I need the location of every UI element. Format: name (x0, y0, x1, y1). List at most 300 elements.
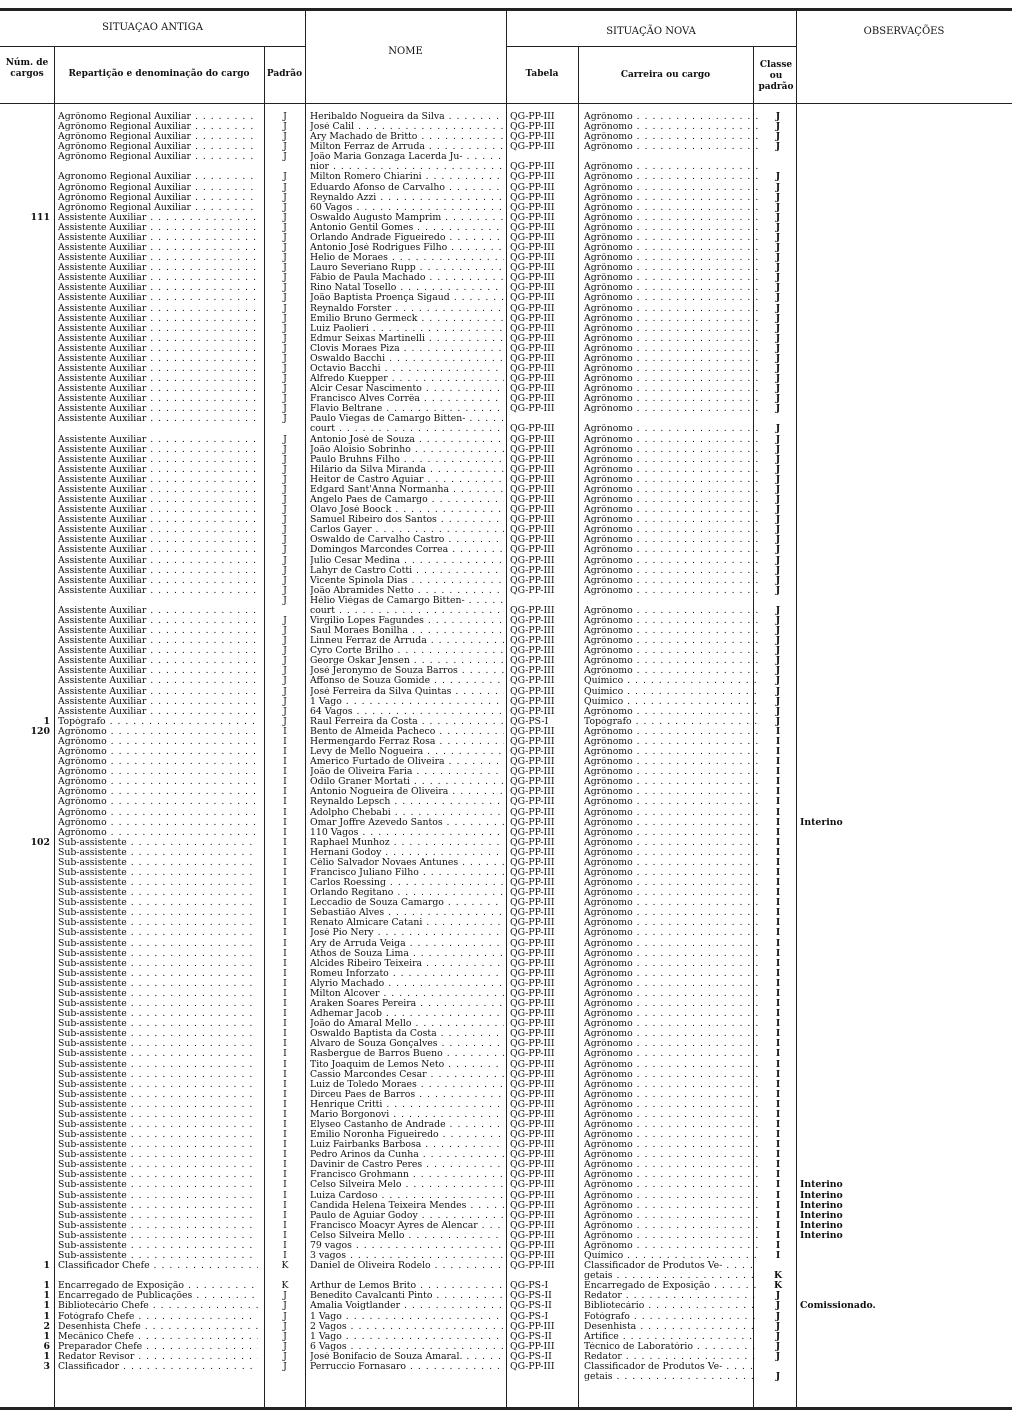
row-cargo: Assistente Auxiliar . . . (58, 676, 258, 686)
row-classe: J (775, 192, 781, 203)
row-nome: Heribaldo Nogueira da Silva . . . (310, 112, 504, 122)
row-cargo: Assistente Auxiliar . . . (58, 666, 258, 676)
row-padrao: I (283, 1150, 287, 1161)
row-carreira: Classificador de Produtos Ve- . . . (584, 1261, 758, 1271)
row-nome: Odilo Graner Mortati . . . (310, 777, 504, 787)
row-padrao: J (283, 353, 287, 364)
row-cargo: Sub-assistente . . . (58, 1049, 258, 1059)
row-tabela: QG-PP-III (510, 847, 555, 858)
row-nome: Milton Ferraz de Arruda . . . (310, 142, 504, 152)
row-padrao: J (283, 152, 287, 163)
row-nome: Adhemar Jacob . . . (310, 1009, 504, 1019)
row-classe: J (775, 374, 781, 385)
row-classe: I (775, 827, 781, 838)
row-tabela: QG-PP-III (510, 1130, 555, 1141)
row-padrao: J (283, 686, 287, 697)
row-tabela: QG-PP-III (510, 122, 555, 133)
table-row (0, 525, 1012, 535)
row-padrao: J (283, 333, 287, 344)
row-padrao: J (283, 1341, 287, 1352)
row-carreira: Agrônomo . . . (584, 908, 758, 918)
row-nome: Oswaldo Bacchi . . . (310, 354, 504, 364)
row-carreira: Desenhista . . . (584, 1322, 758, 1332)
row-classe: J (775, 333, 781, 344)
row-nome: Dirceu Paes de Barros . . . (310, 1090, 504, 1100)
row-nome: Orlando Regitano . . . (310, 888, 504, 898)
row-num-cargos: 1 (43, 716, 50, 727)
row-cargo: Assistente Auxiliar . . . (58, 566, 258, 576)
row-carreira: Agrônomo . . . (584, 787, 758, 797)
row-cargo: Agrônomo . . . (58, 787, 258, 797)
table-row (0, 1090, 1012, 1100)
row-tabela: QG-PP-III (510, 1190, 555, 1201)
row-cargo: Assistente Auxiliar . . . (58, 404, 258, 414)
row-cargo: Sub-assistente . . . (58, 1070, 258, 1080)
row-nome: João de Oliveira Faria . . . (310, 767, 504, 777)
row-nome: Francisco Moacyr Ayres de Alencar . . . (310, 1221, 504, 1231)
row-nome: Saul Moraes Bonilha . . . (310, 626, 504, 636)
row-cargo: Sub-assistente . . . (58, 1160, 258, 1170)
table-row (0, 858, 1012, 868)
row-tabela: QG-PP-III (510, 1210, 555, 1221)
table-row (0, 908, 1012, 918)
row-carreira: Agrônomo . . . (584, 223, 758, 233)
row-classe: I (775, 958, 781, 969)
table-row (0, 1201, 1012, 1211)
row-cargo: Assistente Auxiliar . . . (58, 293, 258, 303)
row-padrao: I (283, 928, 287, 939)
row-carreira: Agrônomo . . . (584, 838, 758, 848)
table-row (0, 1110, 1012, 1120)
row-padrao: I (283, 1069, 287, 1080)
row-num-cargos: 102 (30, 837, 50, 848)
row-nome: 1 Vago . . . (310, 697, 504, 707)
row-tabela: QG-PP-III (510, 575, 555, 586)
table-row (0, 848, 1012, 858)
row-classe: I (775, 847, 781, 858)
row-carreira: Agrônomo . . . (584, 1070, 758, 1080)
row-carreira: Agrônomo . . . (584, 1009, 758, 1019)
row-nome: João Aloisio Sobrinho . . . (310, 445, 504, 455)
row-classe: J (775, 243, 781, 254)
table-row (0, 293, 1012, 303)
row-cargo: Assistente Auxiliar . . . (58, 394, 258, 404)
row-carreira: Agrônomo . . . (584, 1231, 758, 1241)
table-row (0, 314, 1012, 324)
row-cargo: Assistente Auxiliar . . . (58, 253, 258, 263)
row-tabela: QG-PP-III (510, 978, 555, 989)
row-cargo: Assistente Auxiliar . . . (58, 455, 258, 465)
row-tabela: QG-PP-III (510, 777, 555, 788)
row-nome: Olavo José Boock . . . (310, 505, 504, 515)
row-nome: Rino Natal Tosello . . . (310, 283, 504, 293)
row-classe: I (775, 787, 781, 798)
table-row (0, 495, 1012, 505)
table-row (0, 172, 1012, 182)
row-cargo: Assistente Auxiliar . . . (58, 656, 258, 666)
row-classe: J (775, 172, 781, 183)
table-row (0, 1070, 1012, 1080)
table-row (0, 606, 1012, 616)
row-cargo: Agrônomo Regional Auxiliar . . . (58, 132, 258, 142)
row-classe: I (775, 857, 781, 868)
row-cargo: Assistente Auxiliar . . . (58, 616, 258, 626)
row-carreira: Agrônomo . . . (584, 1130, 758, 1140)
row-cargo: Agrônomo Regional Auxiliar . . . (58, 203, 258, 213)
row-nome: Affonso de Souza Gomide . . . (310, 676, 504, 686)
row-cargo: Assistente Auxiliar . . . (58, 687, 258, 697)
row-carreira: Fotógrafo . . . (584, 1312, 758, 1322)
row-cargo: Agrônomo . . . (58, 757, 258, 767)
row-padrao: J (283, 454, 287, 465)
row-nome: Orlando Andrade Figueiredo . . . (310, 233, 504, 243)
row-cargo: Sub-assistente . . . (58, 1009, 258, 1019)
row-nome: Romeu Inforzato . . . (310, 969, 504, 979)
row-nome: Daniel de Oliveira Rodelo . . . (310, 1261, 504, 1271)
table-row (0, 1291, 1012, 1301)
row-padrao: I (283, 958, 287, 969)
row-tabela: QG-PS-II (510, 1301, 552, 1312)
row-carreira: Agrônomo . . . (584, 928, 758, 938)
row-tabela: QG-PP-III (510, 434, 555, 445)
row-nome: Davinir de Castro Peres . . . (310, 1160, 504, 1170)
row-carreira: Agrônomo . . . (584, 515, 758, 525)
row-cargo: Agrônomo . . . (58, 828, 258, 838)
row-padrao: J (283, 616, 287, 626)
row-tabela: QG-PP-III (510, 454, 555, 465)
row-tabela: QG-PP-III (510, 222, 555, 233)
row-tabela: QG-PP-III (510, 545, 555, 556)
table-row (0, 324, 1012, 334)
row-padrao: I (283, 827, 287, 838)
row-nome: Carlos Roessing . . . (310, 878, 504, 888)
row-carreira: Químico . . . (584, 676, 758, 686)
row-cargo: Agrônomo Regional Auxiliar . . . (58, 152, 258, 162)
row-tabela: QG-PP-III (510, 1069, 555, 1080)
table-row (0, 717, 1012, 727)
table-row (0, 243, 1012, 253)
row-cargo: Sub-assistente . . . (58, 1019, 258, 1029)
row-nome: Francisco Grohmann . . . (310, 1170, 504, 1180)
row-carreira: Agrônomo . . . (584, 233, 758, 243)
row-cargo: Assistente Auxiliar . . . (58, 314, 258, 324)
row-observacoes: Comissionado. (800, 1301, 876, 1312)
table-row (0, 989, 1012, 999)
row-tabela: QG-PP-III (510, 948, 555, 959)
row-tabela: QG-PP-III (510, 1029, 555, 1040)
row-padrao: J (283, 112, 287, 122)
row-cargo: Assistente Auxiliar . . . (58, 495, 258, 505)
table-row (0, 535, 1012, 545)
row-tabela: QG-PP-III (510, 495, 555, 506)
row-cargo: Assistente Auxiliar . . . (58, 626, 258, 636)
row-carreira: Agrônomo . . . (584, 848, 758, 858)
row-carreira: Agrônomo . . . (584, 1140, 758, 1150)
row-nome: José Calil . . . (310, 122, 504, 132)
row-carreira: Agrônomo . . . (584, 142, 758, 152)
row-observacoes: Interino (800, 1180, 843, 1191)
row-cargo: Assistente Auxiliar . . . (58, 304, 258, 314)
row-carreira: Agrônomo . . . (584, 767, 758, 777)
row-padrao: J (283, 404, 287, 415)
row-nome: Levy de Mello Nogueira . . . (310, 747, 504, 757)
row-classe: J (775, 495, 781, 506)
row-cargo: Sub-assistente . . . (58, 1110, 258, 1120)
row-classe: J (775, 1311, 781, 1322)
row-classe: I (775, 817, 781, 828)
table-row (0, 898, 1012, 908)
row-cargo: Sub-assistente . . . (58, 858, 258, 868)
row-tabela: QG-PP-III (510, 404, 555, 415)
row-nome: 1 Vago . . . (310, 1332, 504, 1342)
row-tabela: QG-PP-III (510, 626, 555, 637)
table-row (0, 1100, 1012, 1110)
row-cargo: Assistente Auxiliar . . . (58, 606, 258, 616)
row-classe: I (775, 1039, 781, 1050)
row-cargo: Assistente Auxiliar . . . (58, 707, 258, 717)
row-tabela: QG-PP-III (510, 132, 555, 143)
row-nome: Vicente Spinola Dias . . . (310, 576, 504, 586)
row-carreira: Agrônomo . . . (584, 293, 758, 303)
row-tabela: QG-PP-III (510, 303, 555, 314)
table-row (0, 1251, 1012, 1261)
table-row (0, 1342, 1012, 1352)
row-classe: J (775, 323, 781, 334)
table-row (0, 445, 1012, 455)
row-carreira: Agrônomo . . . (584, 1019, 758, 1029)
row-nome: José Pio Nery . . . (310, 928, 504, 938)
row-cargo: Agrônomo . . . (58, 727, 258, 737)
row-padrao: J (283, 585, 287, 596)
table-row (0, 727, 1012, 737)
row-nome: Luiz Paolieri . . . (310, 324, 504, 334)
table-row (0, 878, 1012, 888)
row-classe: I (775, 807, 781, 818)
bottom-rule (0, 1407, 1012, 1410)
row-carreira: Agrônomo . . . (584, 1170, 758, 1180)
row-classe: I (775, 938, 781, 949)
row-cargo: Assistente Auxiliar . . . (58, 354, 258, 364)
row-nome: Luiz de Toledo Moraes . . . (310, 1080, 504, 1090)
row-carreira: Agrônomo . . . (584, 253, 758, 263)
row-nome: Raphael Munhoz . . . (310, 838, 504, 848)
table-row (0, 455, 1012, 465)
row-carreira: Agrônomo . . . (584, 545, 758, 555)
row-cargo: Agrônomo . . . (58, 818, 258, 828)
row-padrao: J (283, 495, 287, 506)
row-tabela: QG-PS-I (510, 716, 549, 727)
row-classe: J (775, 474, 781, 485)
row-padrao: I (283, 1140, 287, 1151)
row-classe: I (775, 968, 781, 979)
row-carreira: Agrônomo . . . (584, 556, 758, 566)
table-row (0, 1180, 1012, 1190)
header-situacao-nova: SITUAÇÃO NOVA (606, 26, 696, 37)
row-cargo: Sub-assistente . . . (58, 1090, 258, 1100)
row-classe: I (775, 777, 781, 788)
table-row (0, 162, 1012, 172)
row-padrao: I (283, 767, 287, 778)
row-carreira: Redator . . . (584, 1352, 758, 1362)
row-classe: I (775, 908, 781, 919)
row-nome: Francisco Alves Corrêa . . . (310, 394, 504, 404)
row-nome: Antonio Gentil Gomes . . . (310, 223, 504, 233)
row-tabela: QG-PP-III (510, 142, 555, 153)
row-num-cargos: 1 (43, 1351, 50, 1362)
row-classe: J (775, 464, 781, 475)
row-carreira: Agrônomo . . . (584, 384, 758, 394)
table-row (0, 1019, 1012, 1029)
row-cargo: Sub-assistente . . . (58, 868, 258, 878)
row-padrao: I (283, 888, 287, 899)
table-row (0, 626, 1012, 636)
row-classe: J (775, 212, 781, 223)
table-row (0, 566, 1012, 576)
table-row (0, 1120, 1012, 1130)
row-padrao: I (283, 736, 287, 747)
row-tabela: QG-PP-III (510, 1039, 555, 1050)
table-row (0, 576, 1012, 586)
row-nome: Elyseo Castanho de Andrade . . . (310, 1120, 504, 1130)
row-carreira: Agrônomo . . . (584, 576, 758, 586)
row-nome: 6 Vagos . . . (310, 1342, 504, 1352)
row-nome: Americo Furtado de Oliveira . . . (310, 757, 504, 767)
row-carreira: Agrônomo . . . (584, 1191, 758, 1201)
row-padrao: I (283, 1019, 287, 1030)
row-nome: 64 Vagos . . . (310, 707, 504, 717)
header-tabela: Tabela (525, 69, 559, 79)
row-classe: I (775, 999, 781, 1010)
row-carreira: Agrônomo . . . (584, 445, 758, 455)
table-row (0, 183, 1012, 193)
row-tabela: QG-PP-III (510, 1150, 555, 1161)
row-classe: J (775, 626, 781, 637)
row-tabela: QG-PP-III (510, 1120, 555, 1130)
row-cargo: Assistente Auxiliar . . . (58, 243, 258, 253)
row-classe: I (775, 868, 781, 878)
table-row (0, 132, 1012, 142)
row-classe: J (775, 434, 781, 445)
table-row (0, 979, 1012, 989)
row-cargo: Topógrafo . . . (58, 717, 258, 727)
table-row (0, 596, 1012, 606)
row-carreira: getais . . . (584, 1271, 758, 1281)
row-tabela: QG-PP-III (510, 1341, 555, 1352)
row-padrao: I (283, 1160, 287, 1171)
row-tabela: QG-PP-III (510, 1059, 555, 1070)
table-row (0, 374, 1012, 384)
row-padrao: I (283, 1251, 287, 1262)
row-carreira: Agrônomo . . . (584, 475, 758, 485)
row-classe: J (775, 545, 781, 556)
table-row (0, 505, 1012, 515)
row-tabela: QG-PS-I (510, 1281, 549, 1292)
row-num-cargos: 120 (30, 726, 50, 737)
row-classe: J (775, 1321, 781, 1332)
row-carreira: Agrônomo . . . (584, 535, 758, 545)
row-nome: Angelo Paes de Camargo . . . (310, 495, 504, 505)
row-cargo: Sub-assistente . . . (58, 1130, 258, 1140)
row-nome: Domingos Marcondes Correa . . . (310, 545, 504, 555)
row-classe: J (775, 525, 781, 536)
row-nome: Sebastião Alves . . . (310, 908, 504, 918)
table-row (0, 787, 1012, 797)
row-classe: I (775, 1009, 781, 1020)
row-classe: J (775, 343, 781, 354)
row-carreira: Agrônomo . . . (584, 1211, 758, 1221)
row-tabela: QG-PP-III (510, 1109, 555, 1120)
row-classe: J (775, 132, 781, 143)
row-classe: J (775, 353, 781, 364)
row-carreira: Agrônomo . . . (584, 354, 758, 364)
row-carreira: Agrônomo . . . (584, 495, 758, 505)
row-padrao: J (283, 505, 287, 516)
table-row (0, 676, 1012, 686)
row-nome: Milton Romero Chiarini . . . (310, 172, 504, 182)
row-padrao: J (283, 343, 287, 354)
row-padrao: J (283, 283, 287, 294)
row-cargo: Assistente Auxiliar . . . (58, 233, 258, 243)
row-carreira: Agrônomo . . . (584, 656, 758, 666)
row-classe: I (775, 726, 781, 737)
row-nome: Clovis Moraes Piza . . . (310, 344, 504, 354)
row-carreira: Agrônomo . . . (584, 707, 758, 717)
row-classe: I (775, 1059, 781, 1070)
row-tabela: QG-PP-III (510, 1220, 555, 1231)
table-row (0, 122, 1012, 132)
row-tabela: QG-PP-III (510, 505, 555, 516)
table-row (0, 142, 1012, 152)
row-cargo: Sub-assistente . . . (58, 898, 258, 908)
table-row (0, 344, 1012, 354)
row-padrao: J (283, 192, 287, 203)
row-num-cargos: 1 (43, 1261, 50, 1272)
row-padrao: I (283, 817, 287, 828)
row-padrao: J (283, 626, 287, 637)
table-row (0, 1029, 1012, 1039)
row-tabela: QG-PP-III (510, 364, 555, 374)
row-classe: I (775, 1210, 781, 1221)
row-padrao: I (283, 918, 287, 929)
row-nome: Alcir Cesar Nascimento . . . (310, 384, 504, 394)
row-tabela: QG-PP-III (510, 585, 555, 596)
row-cargo: Assistente Auxiliar . . . (58, 515, 258, 525)
row-carreira: Agrônomo . . . (584, 616, 758, 626)
row-cargo: Sub-assistente . . . (58, 1180, 258, 1190)
row-padrao: I (283, 777, 287, 788)
table-row (0, 435, 1012, 445)
row-padrao: J (283, 666, 287, 677)
row-padrao: J (283, 696, 287, 707)
table-row (0, 1241, 1012, 1251)
row-tabela: QG-PP-III (510, 837, 555, 848)
row-classe: J (775, 112, 781, 122)
row-carreira: Agrônomo . . . (584, 626, 758, 636)
row-nome: 60 Vagos . . . (310, 203, 504, 213)
row-classe: J (775, 384, 781, 395)
row-carreira: Agrônomo . . . (584, 243, 758, 253)
row-classe: I (775, 948, 781, 959)
row-padrao: I (283, 1099, 287, 1110)
row-tabela: QG-PP-III (510, 565, 555, 576)
row-nome: Lauro Severiano Rupp . . . (310, 263, 504, 273)
row-carreira: Agrônomo . . . (584, 1039, 758, 1049)
row-cargo: Preparador Chefe . . . (58, 1342, 258, 1352)
row-carreira: Agrônomo . . . (584, 949, 758, 959)
row-cargo: Assistente Auxiliar . . . (58, 505, 258, 515)
row-classe: I (775, 1240, 781, 1251)
row-carreira: Agrônomo . . . (584, 203, 758, 213)
